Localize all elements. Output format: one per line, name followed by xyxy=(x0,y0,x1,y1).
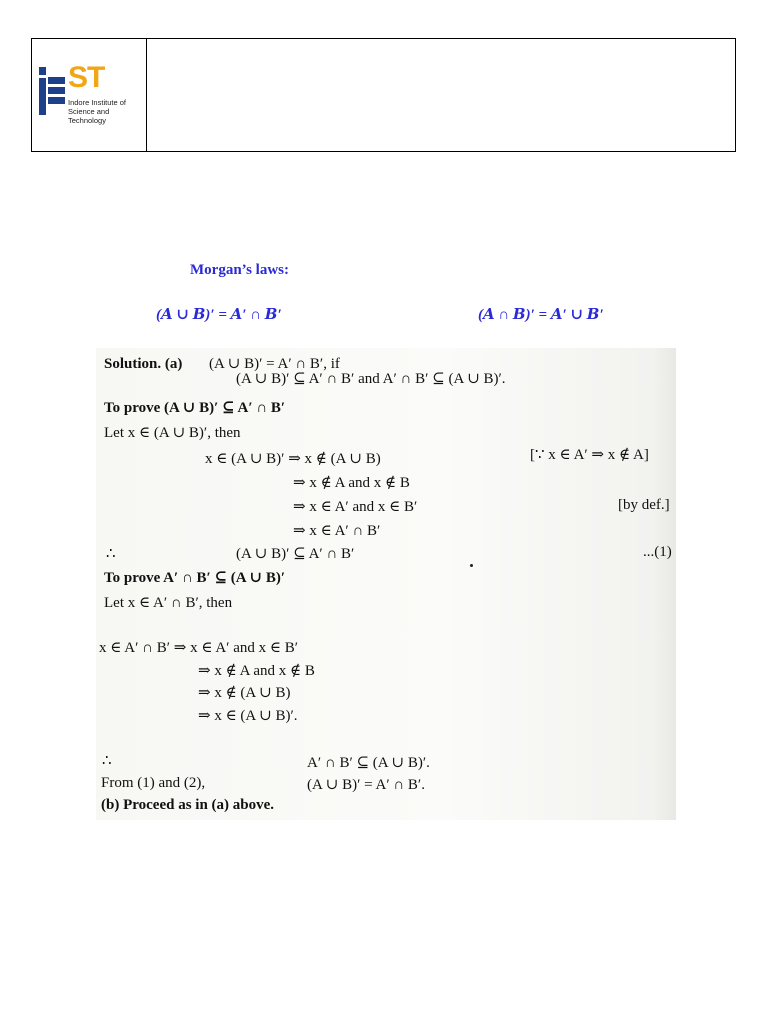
solution-line: A′ ∩ B′ ⊆ (A ∪ B)′. xyxy=(307,755,430,771)
logo-cell xyxy=(32,39,147,151)
solution-line: ⇒ x ∉ A and x ∉ B xyxy=(293,475,410,491)
de-morgan-law-2: (𝑨 ∩ 𝑩)′ = 𝑨′ ∪ 𝑩′ xyxy=(478,307,604,323)
solution-line: ⇒ x ∉ A and x ∉ B xyxy=(198,663,315,679)
solution-line: ⇒ x ∉ (A ∪ B) xyxy=(198,685,291,701)
solution-note: [∵ x ∈ A′ ⇒ x ∉ A] xyxy=(530,447,649,463)
solution-line: Let x ∈ A′ ∩ B′, then xyxy=(104,595,233,611)
subheading-prove-1: To prove (A ∪ B)′ ⊆ A′ ∩ B′ xyxy=(104,400,286,416)
subheading-prove-2: To prove A′ ∩ B′ ⊆ (A ∪ B)′ xyxy=(104,570,286,586)
solution-line: ⇒ x ∈ A′ and x ∈ B′ xyxy=(293,499,418,515)
solution-line: (A ∪ B)′ = A′ ∩ B′. xyxy=(307,777,425,793)
solution-line: x ∈ (A ∪ B)′ ⇒ x ∉ (A ∪ B) xyxy=(205,451,381,467)
equation-number: ...(1) xyxy=(643,544,672,560)
header-content-cell xyxy=(147,39,735,151)
institute-logo-mark xyxy=(39,67,65,115)
solution-line: ⇒ x ∈ (A ∪ B)′. xyxy=(198,708,298,724)
therefore-symbol: ∴ xyxy=(106,546,116,562)
speck xyxy=(470,564,473,567)
laws-title: Morgan’s laws: xyxy=(190,262,290,278)
solution-line: ⇒ x ∈ A′ ∩ B′ xyxy=(293,523,381,539)
solution-line: (A ∪ B)′ = A′ ∩ B′, if xyxy=(209,356,340,372)
de-morgan-law-1: (𝑨 ∪ 𝑩)′ = 𝑨′ ∩ 𝑩′ xyxy=(156,307,282,323)
header-table xyxy=(31,38,736,152)
solution-line: (A ∪ B)′ ⊆ A′ ∩ B′ xyxy=(236,546,355,562)
solution-heading: Solution. (a) xyxy=(104,356,183,372)
therefore-symbol: ∴ xyxy=(102,753,112,769)
solution-note: [by def.] xyxy=(618,497,670,513)
solution-line: Let x ∈ (A ∪ B)′, then xyxy=(104,425,241,441)
solution-line: From (1) and (2), xyxy=(101,775,206,791)
logo-st-text: ST xyxy=(68,61,105,94)
solution-line: x ∈ A′ ∩ B′ ⇒ x ∈ A′ and x ∈ B′ xyxy=(99,640,299,656)
solution-line: (A ∪ B)′ ⊆ A′ ∩ B′ and A′ ∩ B′ ⊆ (A ∪ B)′. xyxy=(236,371,506,387)
part-b-line: (b) Proceed as in (a) above. xyxy=(101,797,275,813)
logo-subtitle: Indore Institute of Science and Technology xyxy=(68,98,126,125)
